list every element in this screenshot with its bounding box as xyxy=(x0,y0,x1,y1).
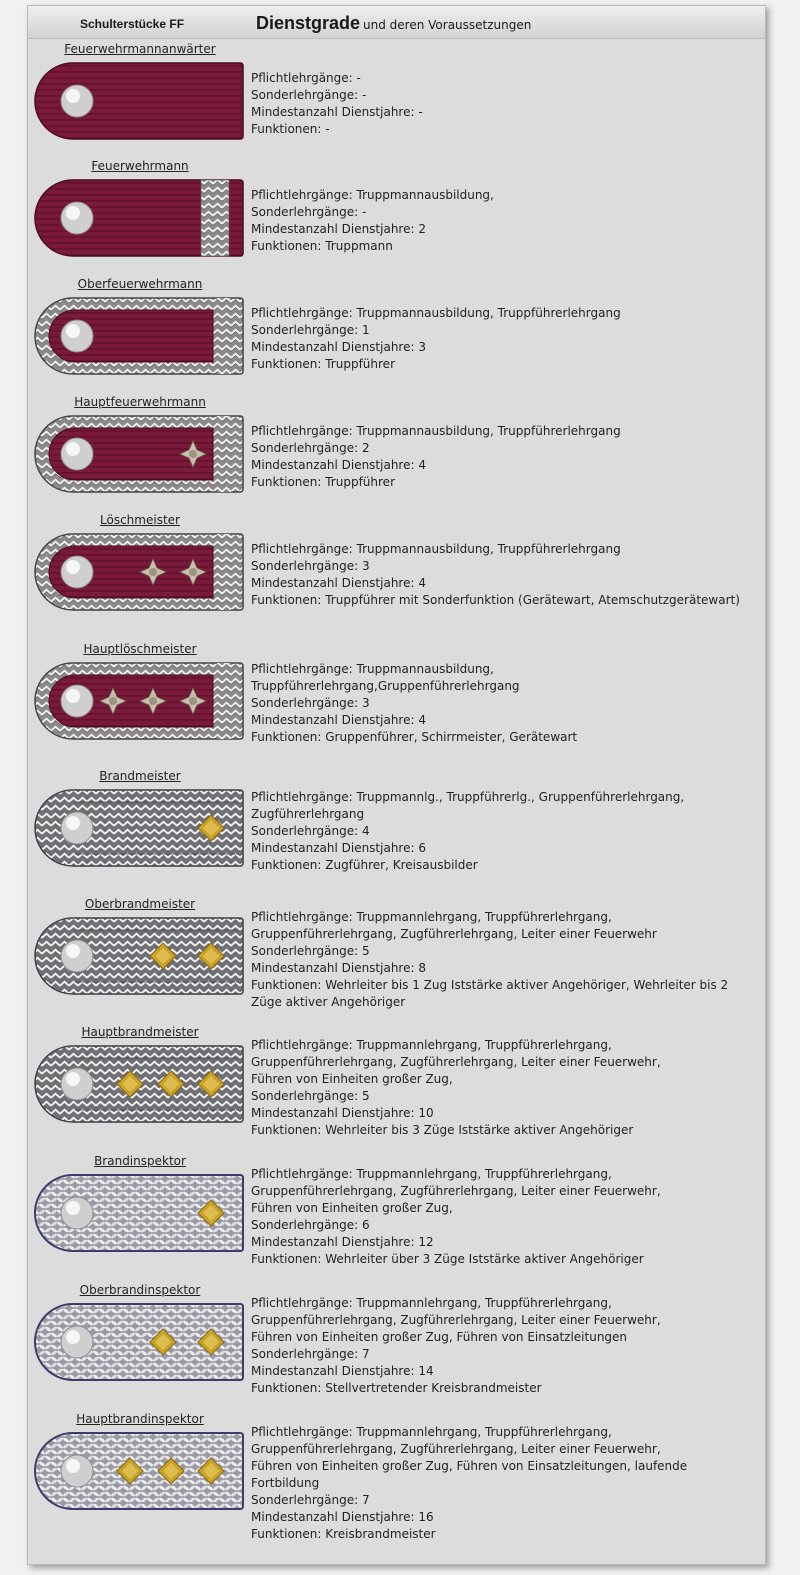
functions: Funktionen: Truppmann xyxy=(251,239,393,253)
page-title xyxy=(256,13,531,34)
required-courses-cont: Gruppenführerlehrgang, Zugführerlehrgang, Leiter einer Feuerwehr, xyxy=(251,1055,661,1069)
rank-name[interactable]: Hauptbrandmeister xyxy=(81,1025,199,1039)
button-icon xyxy=(61,1068,93,1100)
shoulder-board-image xyxy=(33,1044,244,1124)
shoulder-board-image xyxy=(33,661,244,741)
functions: Funktionen: Truppführer xyxy=(251,475,395,489)
min-service-years: Mindestanzahl Dienstjahre: - xyxy=(251,105,423,119)
min-service-years: Mindestanzahl Dienstjahre: 3 xyxy=(251,340,426,354)
required-courses-cont: Gruppenführerlehrgang, Zugführerlehrgang, Leiter einer Feuerwehr, xyxy=(251,1184,661,1198)
required-courses: Pflichtlehrgänge: Truppmannausbildung, Truppführerlehrgang xyxy=(251,542,621,556)
special-courses: Sonderlehrgänge: 6 xyxy=(251,1218,370,1232)
rank-requirements xyxy=(251,1166,761,1268)
special-courses: Sonderlehrgänge: 3 xyxy=(251,559,370,573)
min-service-years: Mindestanzahl Dienstjahre: 6 xyxy=(251,841,426,855)
rank-requirements xyxy=(251,541,761,609)
rank-requirements xyxy=(251,1037,761,1139)
rank-name[interactable]: Brandmeister xyxy=(99,769,181,783)
functions: Funktionen: Zugführer, Kreisausbilder xyxy=(251,858,478,872)
button-icon xyxy=(61,685,93,717)
special-courses: Sonderlehrgänge: 1 xyxy=(251,323,370,337)
button-icon xyxy=(61,556,93,588)
min-service-years: Mindestanzahl Dienstjahre: 12 xyxy=(251,1235,434,1249)
required-courses: Pflichtlehrgänge: Truppmannlehrgang, Truppführerlehrgang, xyxy=(251,1038,612,1052)
required-courses: Pflichtlehrgänge: Truppmannausbildung, Truppführerlehrgang xyxy=(251,306,621,320)
shoulder-board-image xyxy=(33,1431,244,1511)
rank-name[interactable]: Hauptlöschmeister xyxy=(83,642,197,656)
button-icon xyxy=(61,940,93,972)
button-icon xyxy=(61,1455,93,1487)
required-courses-cont: Truppführerlehrgang,Gruppenführerlehrgang xyxy=(251,679,520,693)
button-icon xyxy=(61,438,93,470)
rank-requirements xyxy=(251,909,761,1011)
required-courses-cont: Zugführerlehrgang xyxy=(251,807,365,821)
required-courses-cont: Führen von Einheiten großer Zug, Führen von Einsatzleitungen, laufende xyxy=(251,1459,688,1473)
rank-name[interactable]: Brandinspektor xyxy=(94,1154,186,1168)
rank-name[interactable]: Löschmeister xyxy=(100,513,180,527)
functions: Funktionen: Wehrleiter bis 1 Zug Iststärke aktiver Angehöriger, Wehrleiter bis 2 Züge aktiver Angehöriger xyxy=(251,978,729,1009)
button-icon xyxy=(61,320,93,352)
functions: Funktionen: Stellvertretender Kreisbrandmeister xyxy=(251,1381,542,1395)
required-courses: Pflichtlehrgänge: Truppmannlehrgang, Truppführerlehrgang, xyxy=(251,1167,612,1181)
shoulder-board-image xyxy=(33,532,244,612)
special-courses: Sonderlehrgänge: 5 xyxy=(251,1089,370,1103)
required-courses: Pflichtlehrgänge: Truppmannlehrgang, Truppführerlehrgang, xyxy=(251,910,612,924)
special-courses: Sonderlehrgänge: 7 xyxy=(251,1347,370,1361)
functions: Funktionen: Truppführer xyxy=(251,357,395,371)
required-courses: Pflichtlehrgänge: Truppmannausbildung, Truppführerlehrgang xyxy=(251,424,621,438)
rank-requirements xyxy=(251,70,761,138)
shoulder-board-image xyxy=(33,1302,244,1382)
required-courses: Pflichtlehrgänge: Truppmannlehrgang, Truppführerlehrgang, xyxy=(251,1425,612,1439)
functions: Funktionen: Gruppenführer, Schirrmeister, Gerätewart xyxy=(251,730,578,744)
shoulder-board-image xyxy=(33,1173,244,1253)
min-service-years: Mindestanzahl Dienstjahre: 4 xyxy=(251,458,426,472)
special-courses: Sonderlehrgänge: 7 xyxy=(251,1493,370,1507)
button-icon xyxy=(61,85,93,117)
required-courses: Pflichtlehrgänge: Truppmannausbildung, xyxy=(251,188,494,202)
button-icon xyxy=(61,812,93,844)
rank-name[interactable]: Hauptbrandinspektor xyxy=(76,1412,204,1426)
min-service-years: Mindestanzahl Dienstjahre: 10 xyxy=(251,1106,434,1120)
rank-name[interactable]: Oberbrandinspektor xyxy=(79,1283,201,1297)
rank-requirements xyxy=(251,187,761,255)
min-service-years: Mindestanzahl Dienstjahre: 4 xyxy=(251,576,426,590)
min-service-years: Mindestanzahl Dienstjahre: 14 xyxy=(251,1364,434,1378)
shoulder-board-image xyxy=(33,61,244,141)
min-service-years: Mindestanzahl Dienstjahre: 4 xyxy=(251,713,426,727)
min-service-years: Mindestanzahl Dienstjahre: 8 xyxy=(251,961,426,975)
functions: Funktionen: Wehrleiter über 3 Züge Iststärke aktiver Angehöriger xyxy=(251,1252,644,1266)
rank-requirements xyxy=(251,789,761,874)
required-courses-cont: Führen von Einheiten großer Zug, Führen von Einsatzleitungen xyxy=(251,1330,628,1344)
rank-requirements xyxy=(251,305,761,373)
rank-requirements xyxy=(251,661,761,746)
functions: Funktionen: Truppführer mit Sonderfunktion (Gerätewart, Atemschutzgerätewart) xyxy=(251,593,740,607)
special-courses: Sonderlehrgänge: 2 xyxy=(251,441,370,455)
table-header xyxy=(28,6,765,39)
shoulder-board-image xyxy=(33,414,244,494)
required-courses: Pflichtlehrgänge: - xyxy=(251,71,361,85)
required-courses: Pflichtlehrgänge: Truppmannlehrgang, Truppführerlehrgang, xyxy=(251,1296,612,1310)
functions: Funktionen: Wehrleiter bis 3 Züge Iststärke aktiver Angehöriger xyxy=(251,1123,634,1137)
rank-table-panel xyxy=(27,5,766,1565)
button-icon xyxy=(61,1197,93,1229)
required-courses-cont: Gruppenführerlehrgang, Zugführerlehrgang, Leiter einer Feuerwehr, xyxy=(251,1442,661,1456)
required-courses-cont: Führen von Einheiten großer Zug, xyxy=(251,1201,453,1215)
rank-name[interactable]: Hauptfeuerwehrmann xyxy=(74,395,206,409)
required-courses: Pflichtlehrgänge: Truppmannlg., Truppführerlg., Gruppenführerlehrgang, xyxy=(251,790,685,804)
special-courses: Sonderlehrgänge: 4 xyxy=(251,824,370,838)
title-main: Dienstgrade xyxy=(256,13,361,33)
shoulder-board-image xyxy=(33,296,244,376)
button-icon xyxy=(61,202,93,234)
required-courses-cont: Fortbildung xyxy=(251,1476,320,1490)
functions: Funktionen: - xyxy=(251,122,330,136)
required-courses-cont: Führen von Einheiten großer Zug, xyxy=(251,1072,453,1086)
required-courses-cont: Gruppenführerlehrgang, Zugführerlehrgang, Leiter einer Feuerwehr xyxy=(251,927,657,941)
shoulder-board-image xyxy=(33,916,244,996)
button-icon xyxy=(61,1326,93,1358)
shoulder-board-image xyxy=(33,788,244,868)
special-courses: Sonderlehrgänge: - xyxy=(251,205,367,219)
required-courses: Pflichtlehrgänge: Truppmannausbildung, xyxy=(251,662,494,676)
special-courses: Sonderlehrgänge: 5 xyxy=(251,944,370,958)
special-courses: Sonderlehrgänge: - xyxy=(251,88,367,102)
min-service-years: Mindestanzahl Dienstjahre: 16 xyxy=(251,1510,434,1524)
rank-name[interactable]: Oberbrandmeister xyxy=(84,897,196,911)
rank-requirements xyxy=(251,423,761,491)
required-courses-cont: Gruppenführerlehrgang, Zugführerlehrgang, Leiter einer Feuerwehr, xyxy=(251,1313,661,1327)
min-service-years: Mindestanzahl Dienstjahre: 2 xyxy=(251,222,426,236)
rank-requirements xyxy=(251,1424,761,1543)
functions: Funktionen: Kreisbrandmeister xyxy=(251,1527,436,1541)
rank-name[interactable]: Feuerwehrmannanwärter xyxy=(64,42,216,56)
special-courses: Sonderlehrgänge: 3 xyxy=(251,696,370,710)
shoulder-board-image xyxy=(33,178,244,258)
column-header-shoulder-boards: Schulterstücke FF xyxy=(80,17,185,31)
rank-name[interactable]: Feuerwehrmann xyxy=(91,159,189,173)
rank-name[interactable]: Oberfeuerwehrmann xyxy=(77,277,203,291)
rank-requirements xyxy=(251,1295,761,1397)
title-suffix: und deren Voraussetzungen xyxy=(363,18,532,32)
